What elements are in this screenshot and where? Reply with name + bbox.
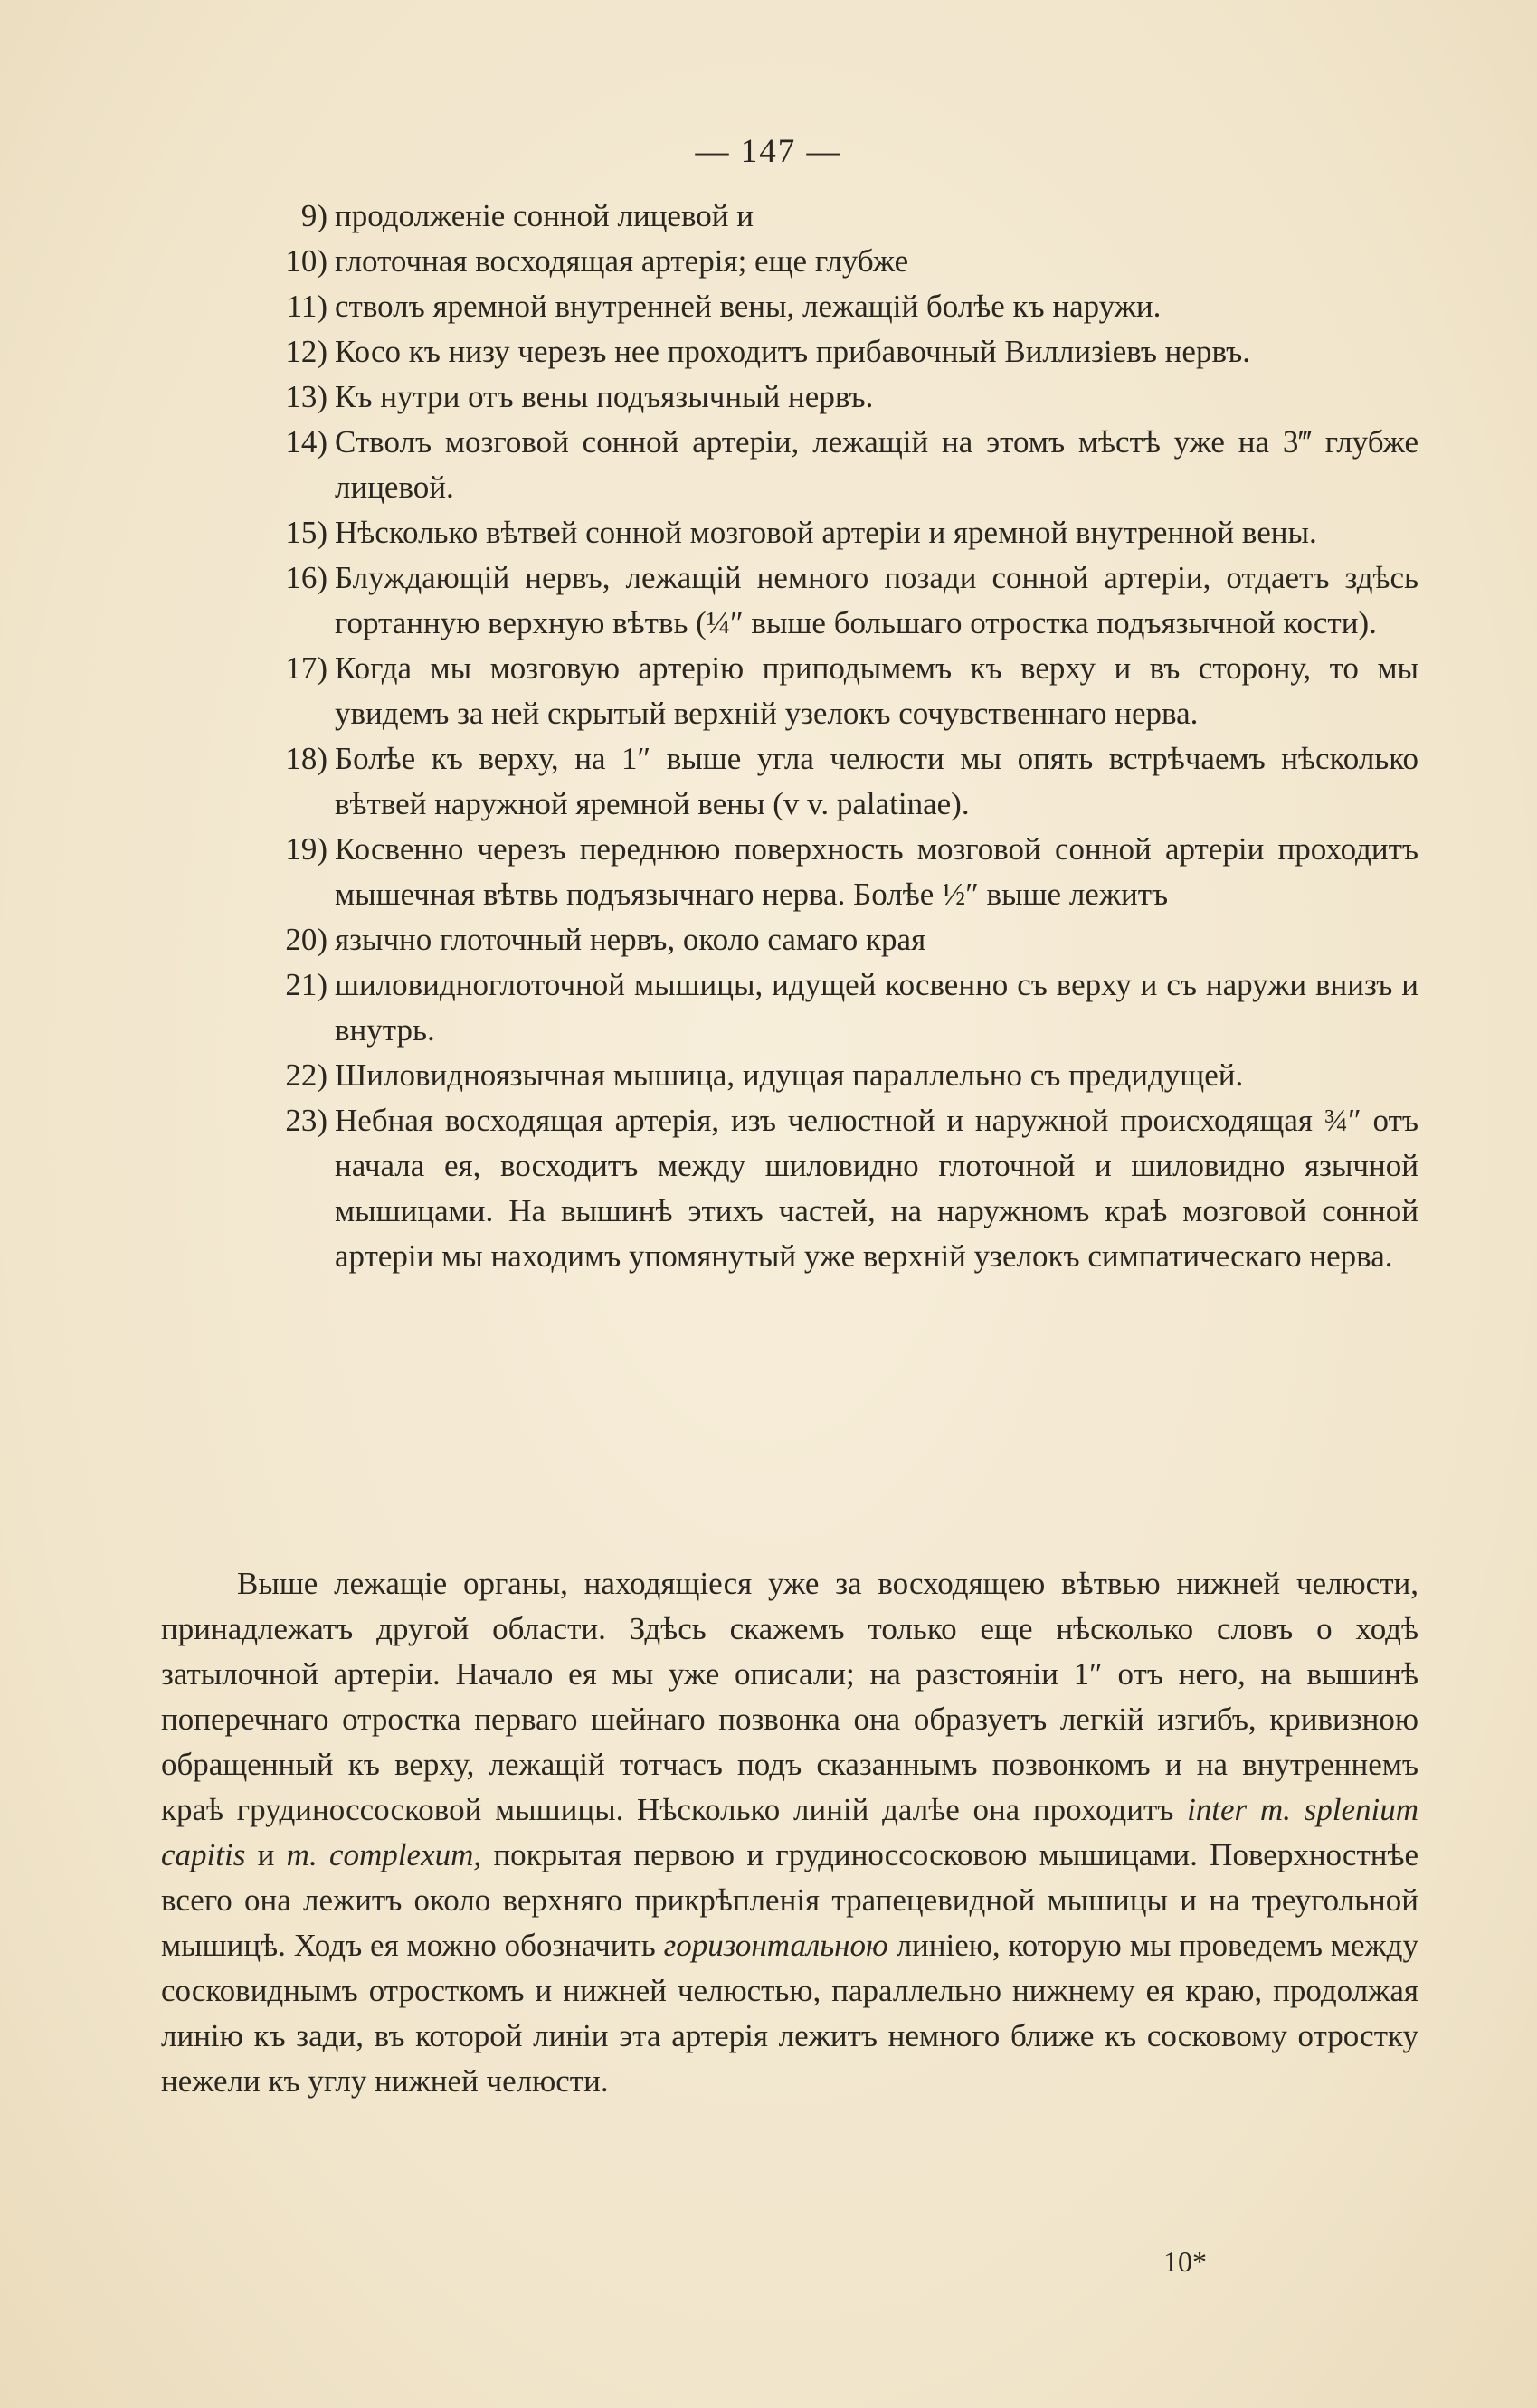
list-item [251,374,1418,420]
list-item [251,962,1418,1053]
item-number: 12) [285,334,327,369]
page-number: — 147 — [695,133,842,170]
item-number: 21) [285,967,327,1002]
latin-term-2: m. complexum, [286,1837,482,1872]
list-item [251,420,1418,510]
paragraph-text-3: покрытая первою и грудиносcосковою мышицами. Поверхностнѣе всего она лежитъ около верхняго прикрѣпленія трапецевидной мышицы и на треугольной мышицѣ. Ходъ ея можно обозначить [161,1837,1419,1963]
item-number: 19) [285,831,327,867]
list-item [251,239,1418,284]
list-item [251,736,1418,827]
item-number: 17) [285,650,327,686]
item-number: 22) [285,1057,327,1093]
item-text: Небная восходящая артерія, изъ челюстной и наружной происходящая ¾″ отъ начала ея, восходитъ между шиловидно глоточной и шиловидно язычной мышицами. На вышинѣ этихъ частей, на наружномъ краѣ мозговой сонной артеріи мы находимъ упомянутый уже верхній узелокъ симпатическаго нерва. [335,1103,1418,1274]
item-text: Къ нутри отъ вены подъязычный нервъ. [335,379,874,414]
item-text: Стволъ мозговой сонной артеріи, лежащій на этомъ мѣстѣ уже на 3‴ глубже лицевой. [335,424,1418,505]
emphasis-term: горизонтальною [663,1928,888,1963]
item-text: продолженіе сонной лицевой и [335,198,754,233]
item-text: Шиловидноязычная мышица, идущая параллельно съ предидущей. [335,1057,1244,1093]
list-item [251,329,1418,374]
list-item [251,1098,1418,1279]
item-text: Косо къ низу черезъ нее проходитъ прибавочный Виллизіевъ нервъ. [335,334,1250,369]
latin-term-1: inter m. splenium capitis [161,1792,1418,1872]
list-item [251,284,1418,329]
list-item [251,917,1418,962]
list-item [251,194,1418,239]
list-item [251,555,1418,646]
item-text: Когда мы мозговую артерію приподымемъ къ верху и въ сторону, то мы увидемъ за ней скрытый верхній узелокъ сочувственнаго нерва. [335,650,1418,731]
item-number: 16) [285,560,327,595]
item-number: 23) [285,1103,327,1138]
list-item [251,1053,1418,1098]
numbered-list [251,194,1418,1279]
item-number: 9) [300,198,327,233]
paragraph-text-1: Выше лежащіе органы, находящіеся уже за восходящею вѣтвью нижней челюсти, принадлежатъ другой области. Здѣсь скажемъ только еще нѣсколько словъ о ходѣ затылочной артеріи. Начало ея мы уже описали; на разстояніи 1″ отъ него, на вышинѣ поперечнаго отростка перваго шейнаго позвонка она образуетъ легкій изгибъ, кривизною обращенный къ верху, лежащій тотчасъ подъ сказаннымъ позвонкомъ и на внутреннемъ краѣ грудиноссосковой мышицы. Нѣсколько линій далѣе она проходитъ [161,1566,1418,1827]
list-item [251,646,1418,736]
item-number: 11) [286,289,327,324]
paragraph-text-4: линіею, которую мы проведемъ между сосковиднымъ отросткомъ и нижней челюстью, параллельно нижнему ея краю, продолжая линію къ зади, въ которой линіи эта артерія лежитъ немного ближе къ сосковому отростку нежели къ углу нижней челюсти. [161,1928,1418,2099]
item-number: 15) [285,515,327,550]
item-number: 10) [285,243,327,279]
item-text: глоточная восходящая артерія; еще глубже [335,243,909,279]
item-text: шиловидноглоточной мышицы, идущей косвенно съ верху и съ наружи внизъ и внутрь. [335,967,1418,1048]
item-text: Блуждающій нервъ, лежащій немного позади сонной артеріи, отдаетъ здѣсь гортанную верхную вѣтвь (¼″ выше большаго отростка подъязычной кости). [335,560,1418,640]
item-number: 20) [285,922,327,957]
item-number: 18) [285,741,327,776]
list-item [251,510,1418,555]
item-text: Косвенно черезъ переднюю поверхность мозговой сонной артеріи проходитъ мышечная вѣтвь подъязычнаго нерва. Болѣе ½″ выше лежитъ [335,831,1418,912]
item-text: Нѣсколько вѣтвей сонной мозговой артеріи и яремной внутренной вены. [335,515,1317,550]
signature-mark: 10* [1163,2245,1207,2278]
item-text: язычно глоточный нервъ, около самаго края [335,922,926,957]
item-text: стволъ яремной внутренней вены, лежащій болѣе къ наружи. [335,289,1162,324]
item-number: 14) [285,424,327,460]
item-number: 13) [285,379,327,414]
item-text: Болѣе къ верху, на 1″ выше угла челюсти мы опять встрѣчаемъ нѣсколько вѣтвей наружной яремной вены (v v. palatinae). [335,741,1418,821]
list-item [251,827,1418,917]
body-paragraph [161,1561,1418,2104]
paragraph-text-2: и [245,1837,287,1872]
